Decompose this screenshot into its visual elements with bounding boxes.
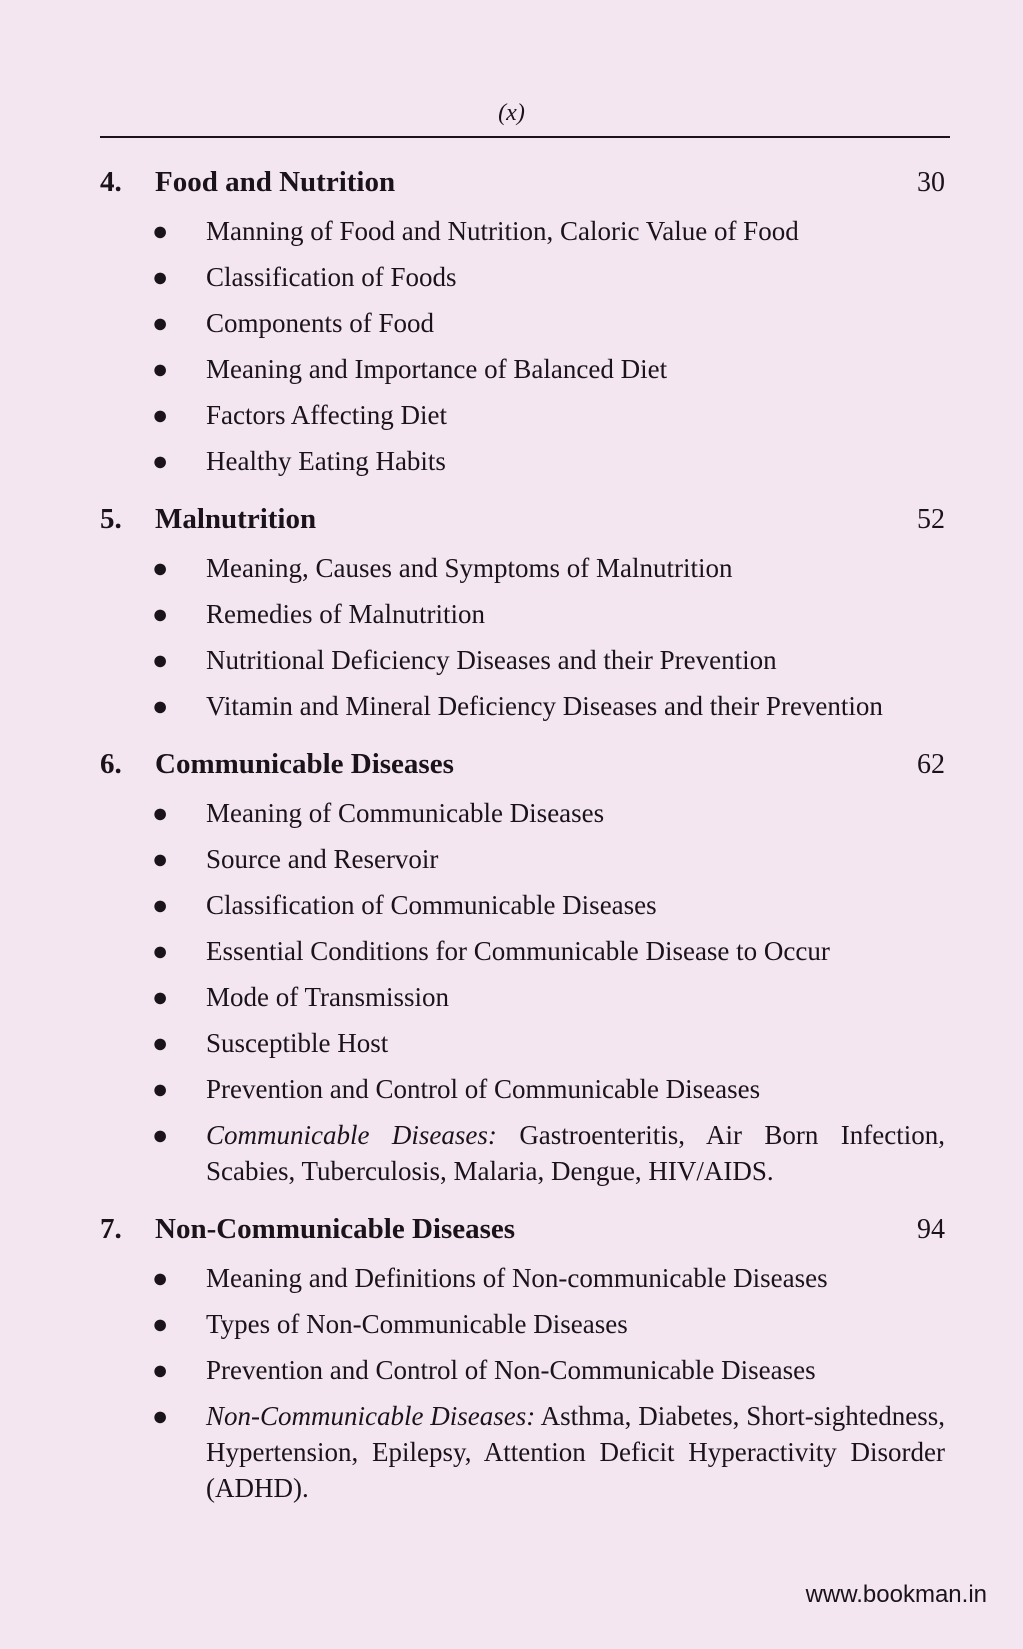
bullet-icon: ●: [152, 446, 169, 476]
list-item: ● Source and Reservoir: [100, 841, 945, 877]
topic-list: [100, 550, 945, 724]
examples-text: Asthma, Diabetes, Short-sightedness, Hypertension, Epilepsy, Attention Deficit Hyperactivity Disorder (ADHD).: [206, 1401, 945, 1503]
topic-list: [100, 1260, 945, 1506]
list-item: ● Susceptible Host: [100, 1025, 945, 1061]
bullet-icon: ●: [152, 936, 169, 966]
examples-label: Communicable Diseases:: [206, 1120, 497, 1150]
section-number: 7.: [100, 1213, 122, 1245]
section-malnutrition: [100, 503, 945, 724]
section-page-number: 94: [917, 1214, 945, 1245]
section-number: 5.: [100, 503, 122, 535]
section-heading: [100, 166, 945, 199]
list-item: ● Meaning of Communicable Diseases: [100, 795, 945, 831]
bullet-icon: ●: [152, 645, 169, 675]
table-of-contents: [100, 166, 945, 1530]
bullet-icon: ●: [152, 1263, 169, 1293]
list-item-examples: [100, 1117, 945, 1189]
bullet-icon: ●: [152, 1355, 169, 1385]
list-item: ● Nutritional Deficiency Diseases and their Prevention: [100, 642, 945, 678]
section-page-number: 30: [917, 167, 945, 198]
page-number: (x): [498, 100, 525, 126]
list-item: ● Vitamin and Mineral Deficiency Diseases and their Prevention: [100, 688, 945, 724]
list-item: ● Classification of Communicable Diseases: [100, 887, 945, 923]
bullet-icon: ●: [152, 1401, 169, 1431]
section-number: 4.: [100, 166, 122, 198]
section-title: Communicable Diseases: [155, 748, 454, 780]
bullet-icon: ●: [152, 354, 169, 384]
bullet-icon: ●: [152, 1028, 169, 1058]
bullet-icon: ●: [152, 553, 169, 583]
bullet-icon: ●: [152, 844, 169, 874]
list-item: ● Classification of Foods: [100, 259, 945, 295]
bullet-icon: ●: [152, 1074, 169, 1104]
bullet-icon: ●: [152, 599, 169, 629]
bullet-icon: ●: [152, 308, 169, 338]
section-page-number: 52: [917, 504, 945, 535]
topic-list: [100, 213, 945, 479]
section-heading: [100, 1213, 945, 1246]
header-rule: [100, 136, 950, 138]
list-item: ● Meaning and Definitions of Non-communicable Diseases: [100, 1260, 945, 1296]
section-title: Malnutrition: [155, 503, 317, 535]
list-item: ● Remedies of Malnutrition: [100, 596, 945, 632]
section-non-communicable-diseases: [100, 1213, 945, 1506]
list-item: ● Types of Non-Communicable Diseases: [100, 1306, 945, 1342]
bullet-icon: ●: [152, 691, 169, 721]
section-title: Food and Nutrition: [155, 166, 396, 198]
section-heading: [100, 748, 945, 781]
section-page-number: 62: [917, 749, 945, 780]
bullet-icon: ●: [152, 890, 169, 920]
examples-label: Non-Communicable Diseases:: [206, 1401, 536, 1431]
section-number: 6.: [100, 748, 122, 780]
list-item: ● Factors Affecting Diet: [100, 397, 945, 433]
bullet-icon: ●: [152, 262, 169, 292]
bullet-icon: ●: [152, 216, 169, 246]
bullet-icon: ●: [152, 1309, 169, 1339]
bullet-icon: ●: [152, 1120, 169, 1150]
list-item: ● Prevention and Control of Non-Communicable Diseases: [100, 1352, 945, 1388]
list-item-examples: [100, 1398, 945, 1506]
topic-list: [100, 795, 945, 1189]
list-item: ● Meaning and Importance of Balanced Diet: [100, 351, 945, 387]
bullet-icon: ●: [152, 982, 169, 1012]
section-communicable-diseases: [100, 748, 945, 1189]
examples-text: Gastroenteritis, Air Born Infection, Scabies, Tuberculosis, Malaria, Dengue, HIV/AIDS.: [206, 1120, 945, 1186]
bullet-icon: ●: [152, 400, 169, 430]
list-item: ● Components of Food: [100, 305, 945, 341]
list-item: ● Meaning, Causes and Symptoms of Malnutrition: [100, 550, 945, 586]
list-item: ● Mode of Transmission: [100, 979, 945, 1015]
section-title: Non-Communicable Diseases: [155, 1213, 516, 1245]
list-item: ● Prevention and Control of Communicable Diseases: [100, 1071, 945, 1107]
list-item: ● Healthy Eating Habits: [100, 443, 945, 479]
list-item: ● Manning of Food and Nutrition, Caloric Value of Food: [100, 213, 945, 249]
section-heading: [100, 503, 945, 536]
bullet-icon: ●: [152, 798, 169, 828]
section-food-nutrition: [100, 166, 945, 479]
list-item: ● Essential Conditions for Communicable Disease to Occur: [100, 933, 945, 969]
publisher-website: www.bookman.in: [805, 1581, 987, 1608]
